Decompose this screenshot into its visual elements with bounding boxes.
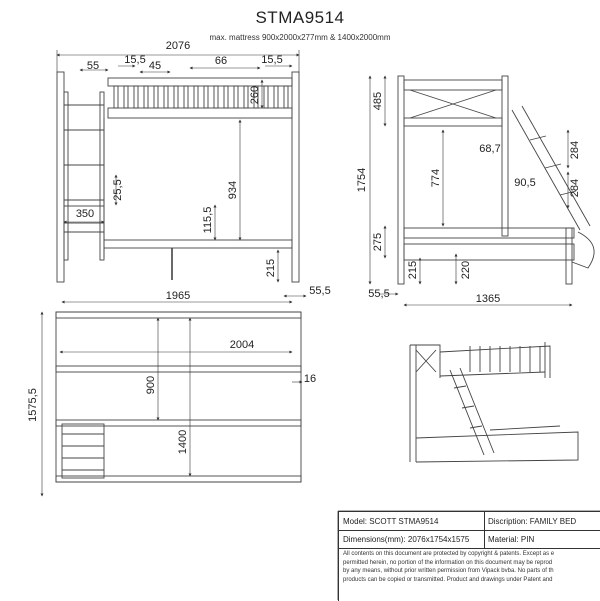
drawing-subtitle: max. mattress 900x2000x277mm & 1400x2000mm [209, 33, 391, 42]
dim-115-5: 115,5 [202, 206, 214, 234]
title-block [338, 511, 600, 601]
front-right-post [292, 72, 299, 282]
dim-215-side: 215 [407, 260, 419, 280]
top-dimension-lines [42, 312, 302, 496]
top-view [56, 312, 301, 482]
isometric-view [410, 342, 578, 462]
dim-55-5: 55,5 [309, 285, 331, 297]
dim-275: 275 [372, 232, 384, 252]
dim-55: 55 [86, 60, 100, 72]
top-dimension-labels [27, 339, 316, 454]
legal-line: All contents on this document are protected by copyright & patents. Except as e [343, 551, 555, 557]
dimensions-field: Dimensions(mm): 2076x1754x1575 [343, 534, 470, 544]
upper-bed-rail [108, 108, 292, 118]
legal-line: products can be copied or transmitted. Product and drawings under Patent and [343, 576, 553, 583]
dim-220: 220 [460, 260, 472, 280]
dim-260: 260 [249, 85, 261, 105]
front-dimension-labels [76, 40, 331, 302]
dim-2004: 2004 [229, 339, 255, 351]
side-view [398, 76, 594, 284]
front-view [57, 72, 299, 282]
dim-66: 66 [214, 55, 228, 67]
dim-485: 485 [372, 91, 384, 111]
dim-284a: 284 [569, 140, 581, 160]
top-rail [108, 78, 292, 86]
legal-line: by any means, without prior written permission from Vipack bvba. No parts of th [343, 568, 554, 575]
side-dimension-labels [356, 92, 581, 305]
dim-934: 934 [227, 180, 239, 200]
front-left-post [57, 72, 64, 282]
dim-1365: 1365 [475, 293, 501, 305]
dim-215: 215 [265, 258, 277, 278]
dim-15-5b: 15,5 [261, 54, 283, 66]
dim-2076: 2076 [165, 40, 191, 52]
copyright-notice [343, 550, 600, 584]
top-view-outline [56, 312, 301, 482]
dim-1575-5: 1575,5 [27, 388, 39, 422]
dim-15-5: 15,5 [124, 54, 146, 66]
legal-line: permitted herein, no portion of the information on this document may be reprod [343, 559, 553, 566]
dim-1965: 1965 [165, 290, 191, 302]
dim-68-7: 68,7 [479, 143, 501, 155]
ladder [64, 92, 104, 260]
dim-55-5-side: 55,5 [368, 288, 390, 300]
model-field: Model: SCOTT STMA9514 [343, 516, 439, 526]
lower-bed-rail [104, 240, 292, 248]
material-field: Material: PIN [488, 534, 535, 544]
dim-350: 350 [75, 208, 95, 220]
dim-1400: 1400 [177, 429, 189, 455]
drawing-title: STMA9514 [255, 8, 345, 27]
dim-900: 900 [145, 375, 157, 395]
dim-45: 45 [148, 60, 162, 72]
dim-90-5: 90,5 [514, 177, 536, 189]
dim-774: 774 [430, 168, 442, 188]
dim-16: 16 [303, 373, 317, 385]
description-field: Discription: FAMILY BED [488, 516, 577, 526]
dim-25-5: 25,5 [112, 179, 124, 201]
side-left-post [398, 76, 404, 284]
dim-1754: 1754 [356, 167, 368, 193]
dim-284b: 284 [569, 178, 581, 198]
